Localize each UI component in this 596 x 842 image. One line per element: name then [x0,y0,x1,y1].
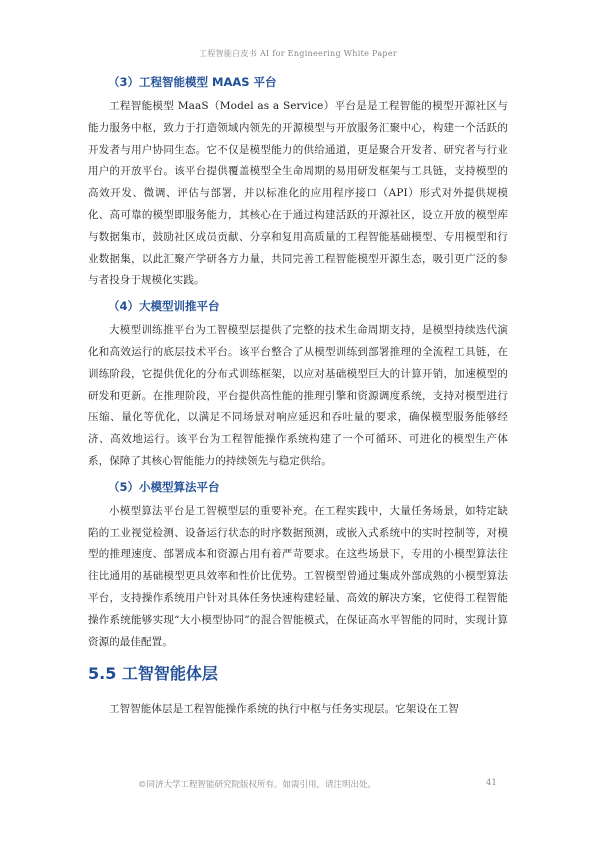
section-heading-agent-layer: 5.5 工智智能体层 [88,664,218,684]
paragraph-training-platform: 大模型训练推平台为工智模型层提供了完整的技术生命周期支持，是模型持续迭代演化和高效运行的底层技术平台。该平台整合了从模型训练到部署推理的全流程工具链，在训练阶段，它提供优化的分布式训练框架，以应对基础模型巨大的计算开销，加速模型的研发和更新。在推理阶段，平台提供高性能的推理引擎和资源调度系统，支持对模型进行压缩、量化等优化，以满足不同场景对响应延迟和吞吐量的要求，确保模型服务能够经济、高效地运行。该平台为工程智能操作系统构建了一个可循环、可进化的模型生产体系，保障了其核心智能能力的持续领先与稳定供给。 [88,324,508,467]
subheading-training-platform: （4）大模型训推平台 [108,299,220,314]
paragraph-maas-platform: 工程智能模型 MaaS（Model as a Service）平台是是工程智能的模型开源社区与能力服务中枢，致力于打造领域内领先的开源模型与开放服务汇聚中心，构建一个活跃的开发者与用户协同生态。它不仅是模型能力的供给通道，更是聚合开发者、研究者与行业用户的开放平台。该平台提供覆盖模型全生命周期的易用研发框架与工具链，支持模型的高效开发、微调、评估与部署，并以标准化的应用程序接口（API）形式对外提供规模化、高可靠的模型即服务能力，其核心在于通过构建活跃的开源社区，设立开放的模型库与数据集市，鼓励社区成员贡献、分享和复用高质量的工程智能基础模型、专用模型和行业数据集，以此汇聚产学研各方力量，共同完善工程智能模型开源生态，吸引更广泛的参与者投身于规模化实践。 [88,100,508,287]
subheading-maas-platform: （3）工程智能模型 MAAS 平台 [108,75,277,89]
running-header: 工程智能白皮书 AI for Engineering White Paper [199,49,397,58]
paragraph-small-model-platform: 小模型算法平台是工智模型层的重要补充。在工程实践中，大量任务场景，如特定缺陷的工业视觉检测、设备运行状态的时序数据预测，或嵌入式系统中的实时控制等，对模型的推理速度、部署成本和资源占用有着严苛要求。在这些场景下，专用的小模型算法往往比通用的基础模型更具效率和性价比优势。工智模型曾通过集成外部成熟的小模型算法平台，支持操作系统用户针对具体任务快速构建轻量、高效的解决方案，它使得工程智能操作系统能够实现“大小模型协同”的混合智能模式，在保证高水平智能的同时，实现计算资源的最佳配置。 [88,504,508,648]
subheading-small-model-platform: （5）小模型算法平台 [108,479,220,494]
page-content [88,72,508,725]
page-number: 41 [486,778,497,788]
paragraph-agent-layer: 工智智能体层是工程智能操作系统的执行中枢与任务实现层。它架设在工智 [109,703,459,716]
copyright-notice: ©同济大学工程智能研究院版权所有。如需引用，请注明出处。 [138,780,377,790]
